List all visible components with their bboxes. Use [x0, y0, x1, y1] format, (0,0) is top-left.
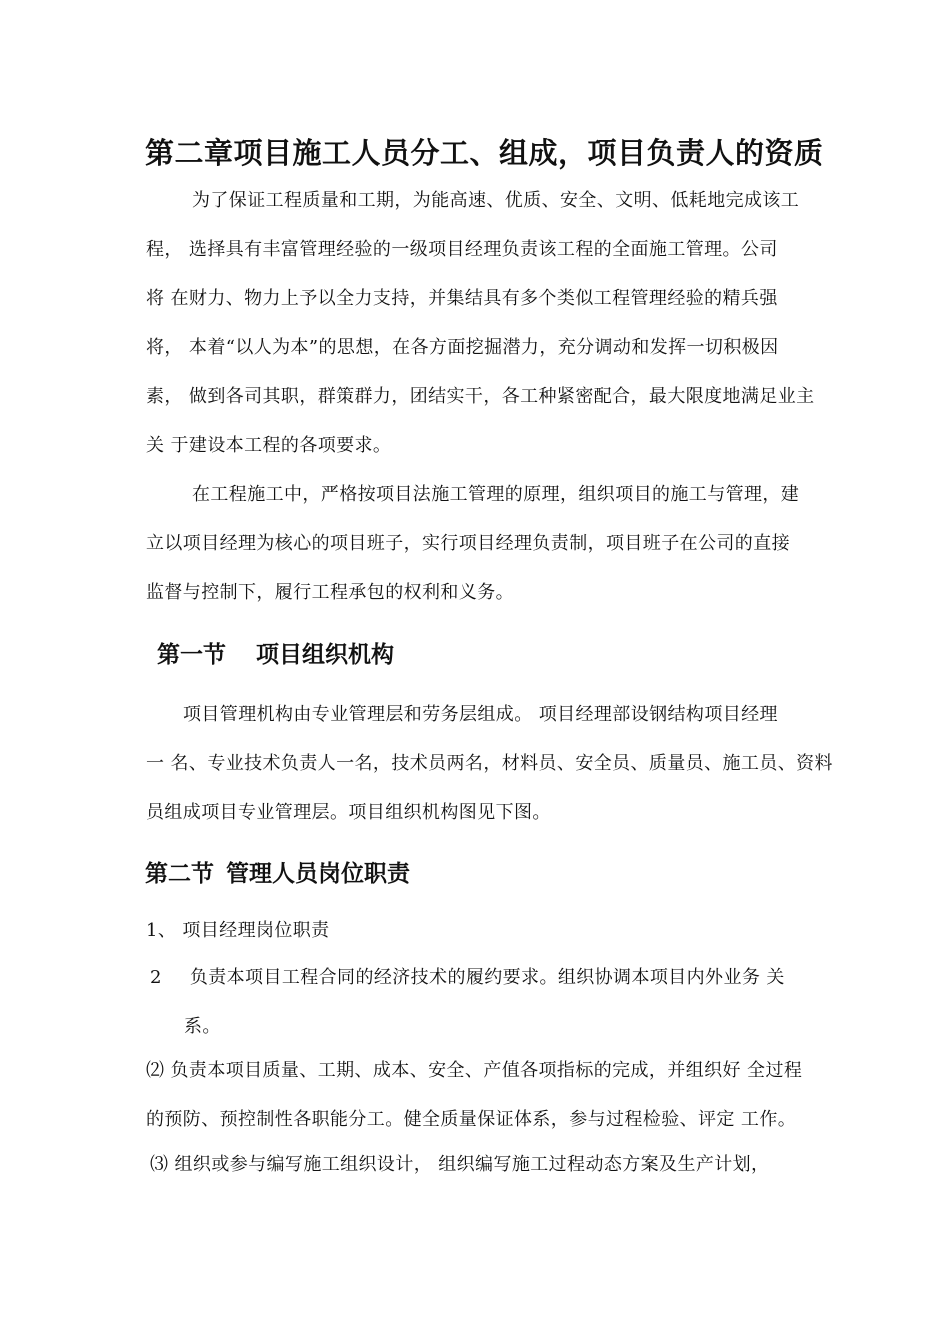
item-number: 2 [150, 967, 162, 988]
paragraph-line: 程， 选择具有丰富管理经验的一级项目经理负责该工程的全面施工管理。公司 [146, 239, 778, 260]
section-number: 第二节 [145, 861, 214, 887]
section-title: 项目组织机构 [256, 642, 394, 668]
paragraph-line: 将， 本着“以人为本”的思想，在各方面挖掘潜力，充分调动和发挥一切积极因 [146, 337, 779, 358]
intro-paragraph [146, 176, 815, 470]
duty-item-p2 [146, 1046, 802, 1144]
chapter-title: 第二章项目施工人员分工、组成，项目负责人的资质 [145, 136, 824, 170]
paragraph-line: 员组成项目专业管理层。项目组织机构图见下图。 [146, 802, 551, 823]
second-paragraph [146, 470, 799, 617]
duty-line [150, 953, 785, 1002]
paragraph-line: 素， 做到各司其职，群策群力，团结实干，各工种紧密配合，最大限度地满足业主 [146, 386, 815, 407]
section-1-paragraph [146, 690, 833, 837]
duty-item-1-heading: 1、 项目经理岗位职责 [146, 920, 330, 941]
duty-line: 系。 [184, 1016, 221, 1037]
duty-item-p3: ⑶ 组织或参与编写施工组织设计， 组织编写施工过程动态方案及生产计划， [150, 1154, 770, 1175]
paragraph-line: 监督与控制下，履行工程承包的权利和义务。 [146, 582, 514, 603]
paragraph-line: 一 名、专业技术负责人一名，技术员两名，材料员、安全员、质量员、施工员、资料 [146, 753, 833, 774]
duty-line: ⑵ 负责本项目质量、工期、成本、安全、产值各项指标的完成，并组织好 全过程 [146, 1060, 803, 1081]
duty-item-2 [150, 953, 785, 1051]
paragraph-line: 为了保证工程质量和工期，为能高速、优质、安全、文明、低耗地完成该工 [192, 190, 800, 211]
section-number: 第一节 [157, 642, 226, 668]
section-1-heading [157, 636, 394, 669]
paragraph-line: 将 在财力、物力上予以全力支持，并集结具有多个类似工程管理经验的精兵强 [146, 288, 778, 309]
paragraph-line: 立以项目经理为核心的项目班子，实行项目经理负责制，项目班子在公司的直接 [146, 533, 790, 554]
paragraph-line: 项目管理机构由专业管理层和劳务层组成。 项目经理部设钢结构项目经理 [183, 704, 778, 725]
duty-line: 的预防、预控制性各职能分工。健全质量保证体系，参与过程检验、评定 工作。 [146, 1109, 797, 1130]
paragraph-line: 在工程施工中，严格按项目法施工管理的原理，组织项目的施工与管理，建 [192, 484, 800, 505]
paragraph-line: 关 于建设本工程的各项要求。 [146, 435, 392, 456]
item-text: 负责本项目工程合同的经济技术的履约要求。组织协调本项目内外业务 关 [189, 967, 785, 988]
section-2-heading [145, 855, 410, 888]
section-title: 管理人员岗位职责 [226, 861, 410, 887]
